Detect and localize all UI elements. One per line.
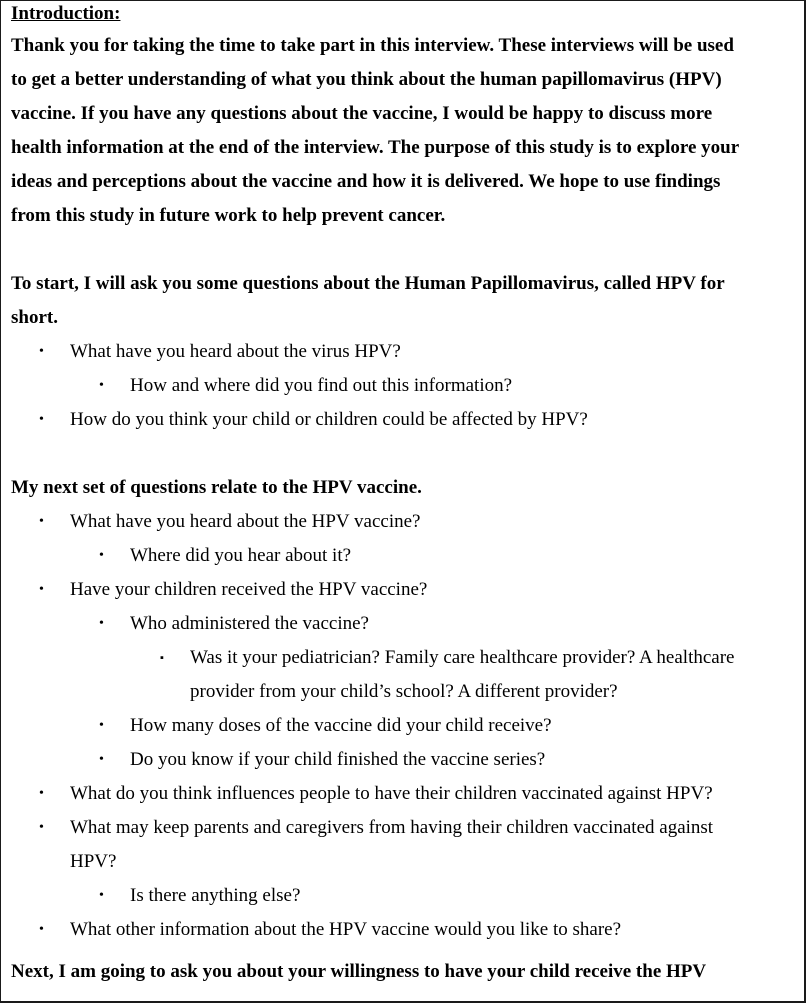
bullet-icon: •	[39, 412, 44, 427]
section-hpv-intro: short.	[11, 307, 58, 328]
question-item	[11, 811, 794, 879]
question-text: What other information about the HPV vaccine would you like to share?	[70, 919, 622, 940]
question-subitem	[11, 879, 794, 913]
question-item	[11, 505, 794, 539]
intro-line: to get a better understanding of what you think about the human papillomavirus (HPV)	[11, 69, 722, 90]
bullet-icon: •	[39, 344, 44, 359]
question-text: How and where did you find out this information?	[130, 375, 513, 396]
question-text: How do you think your child or children could be affected by HPV?	[70, 409, 588, 430]
bullet-icon: •	[99, 616, 104, 631]
intro-line: Thank you for taking the time to take part in this interview. These interviews will be used	[11, 35, 734, 56]
question-item	[11, 573, 794, 607]
question-subitem	[11, 369, 794, 403]
square-bullet-icon: ▪	[160, 652, 164, 664]
question-text: What may keep parents and caregivers from having their children vaccinated against	[70, 817, 714, 838]
question-text: Have your children received the HPV vaccine?	[70, 579, 428, 600]
question-subitem	[11, 539, 794, 573]
question-item	[11, 403, 794, 437]
question-text: What have you heard about the virus HPV?	[70, 341, 401, 362]
section-willingness	[11, 955, 794, 989]
bullet-icon: •	[99, 718, 104, 733]
spacer	[11, 233, 794, 267]
question-text: Was it your pediatrician? Family care healthcare provider? A healthcare	[190, 647, 735, 668]
question-item	[11, 335, 794, 369]
question-subsubitem	[11, 641, 794, 709]
section-willingness-intro: Next, I am going to ask you about your willingness to have your child receive the HPV	[11, 961, 707, 982]
question-text: Do you know if your child finished the vaccine series?	[130, 749, 546, 770]
intro-line: ideas and perceptions about the vaccine and how it is delivered. We hope to use findings	[11, 171, 721, 192]
bullet-icon: •	[39, 786, 44, 801]
spacer	[11, 437, 794, 471]
bullet-icon: •	[39, 514, 44, 529]
intro-line: from this study in future work to help prevent cancer.	[11, 205, 446, 226]
question-text: Where did you hear about it?	[130, 545, 352, 566]
section-hpv-intro: To start, I will ask you some questions about the Human Papillomavirus, called HPV for	[11, 273, 725, 294]
question-text: How many doses of the vaccine did your child receive?	[130, 715, 552, 736]
introduction-paragraph	[11, 29, 794, 233]
section-vaccine-intro: My next set of questions relate to the HPV vaccine.	[11, 477, 422, 498]
introduction-heading: Introduction:	[11, 3, 121, 24]
question-text: What have you heard about the HPV vaccine?	[70, 511, 421, 532]
spacer	[11, 947, 794, 955]
bullet-icon: •	[39, 922, 44, 937]
question-item	[11, 777, 794, 811]
question-text: What do you think influences people to have their children vaccinated against HPV?	[70, 783, 713, 804]
question-text: Is there anything else?	[130, 885, 301, 906]
intro-line: vaccine. If you have any questions about the vaccine, I would be happy to discuss more	[11, 103, 713, 124]
section-vaccine	[11, 471, 794, 947]
bullet-icon: •	[99, 548, 104, 563]
bullet-icon: •	[99, 752, 104, 767]
bullet-icon: •	[39, 820, 44, 835]
question-subitem	[11, 607, 794, 641]
question-subitem	[11, 743, 794, 777]
question-item	[11, 913, 794, 947]
question-text: provider from your child’s school? A different provider?	[190, 681, 618, 702]
bullet-icon: •	[39, 582, 44, 597]
section-hpv	[11, 267, 794, 437]
interview-guide	[11, 1, 794, 989]
question-text: Who administered the vaccine?	[130, 613, 369, 634]
intro-line: health information at the end of the interview. The purpose of this study is to explore your	[11, 137, 740, 158]
bullet-icon: •	[99, 888, 104, 903]
bullet-icon: •	[99, 378, 104, 393]
question-text: HPV?	[70, 851, 117, 872]
question-subitem	[11, 709, 794, 743]
